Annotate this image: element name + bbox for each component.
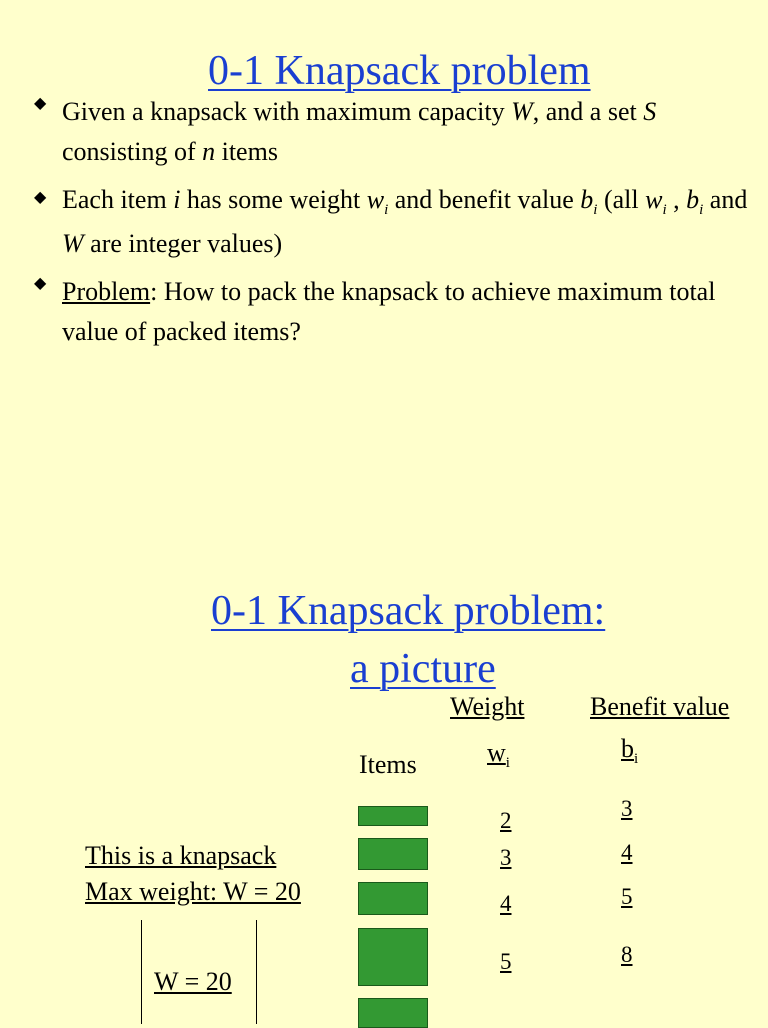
bullet-item: ◆ Each item i has some weight $w_i$ and benefit value $b_i$ (all $w_i$ , $b_i$ and W are integer values) (34, 185, 748, 258)
benefit-header: Benefit value (590, 692, 730, 721)
knapsack-inner-label: W = 20 (154, 967, 232, 996)
slide-title: 0-1 Knapsack problem: (211, 588, 606, 634)
knapsack-capacity-label: Max weight: W = 20 (85, 877, 301, 906)
bullet-item: ◆ Problem: How to pack the knapsack to achieve maximum total value of packed items? (62, 272, 752, 352)
weight-header: Weight (450, 692, 525, 721)
benefit-value: 8 (621, 942, 633, 967)
item-box (358, 928, 428, 986)
benefit-symbol: $b_i$ (621, 734, 639, 768)
item-box (358, 806, 428, 826)
benefit-value: 4 (621, 840, 633, 865)
benefit-value: 3 (621, 796, 633, 821)
weight-value: 5 (500, 949, 512, 974)
item-box (358, 838, 428, 870)
diamond-bullet-icon: ◆ (34, 275, 47, 292)
diamond-bullet-icon: ◆ (34, 189, 47, 206)
slide-title: 0-1 Knapsack problem (208, 48, 591, 94)
benefit-value: 5 (621, 884, 633, 909)
weight-symbol: $w_i$ (487, 738, 510, 772)
slide-subtitle: a picture (350, 646, 496, 692)
knapsack-right-wall (256, 920, 257, 1024)
weight-value: 4 (500, 891, 512, 916)
knapsack-left-wall (141, 920, 142, 1024)
weight-value: 2 (500, 808, 512, 833)
weight-value: 3 (500, 845, 512, 870)
diamond-bullet-icon: ◆ (34, 95, 47, 112)
knapsack-label: This is a knapsack (85, 841, 277, 870)
bullet-item: ◆ Given a knapsack with maximum capacity W, and a set S consisting of n items (62, 92, 752, 172)
items-header: Items (359, 750, 417, 779)
item-box (358, 882, 428, 915)
